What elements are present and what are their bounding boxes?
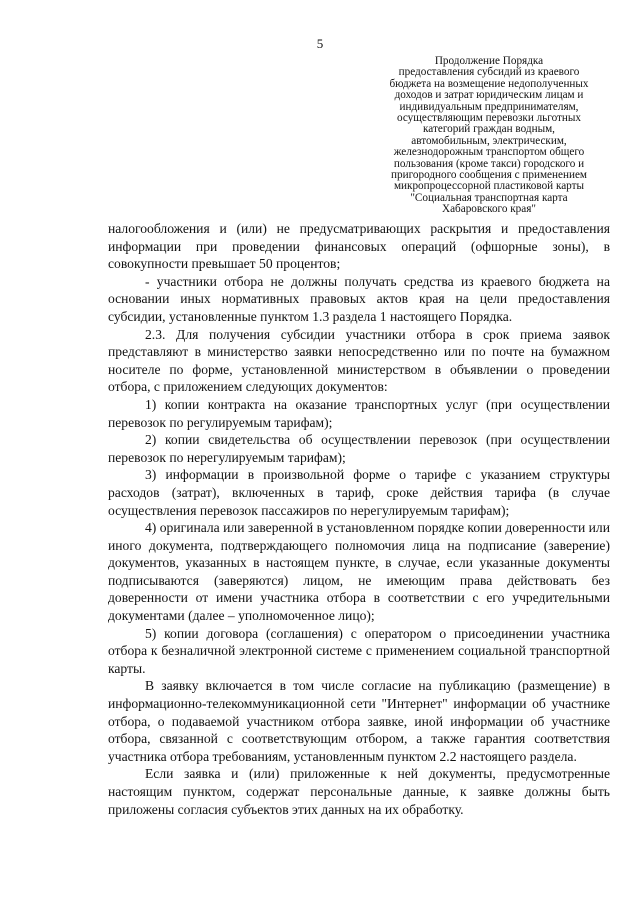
paragraph: В заявку включается в том числе согласие на публикацию (размещение) в информационно-телекоммуникационной сети "Интернет" информации об участнике отбора, о подаваемой участником отбора заявке, иной информации об участнике отбора, связанной с соответствующим отбором, а также гарантия соответствия участника отбора требованиям, установленным пунктом 2.2 настоящего раздела. (108, 678, 610, 764)
paragraph: - участники отбора не должны получать средства из краевого бюджета на основании иных нормативных правовых актов края на цели предоставления субсидии, установленные пунктом 1.3 раздела 1 настоящего Порядка. (108, 273, 610, 324)
paragraph: 2.3. Для получения субсидии участники отбора в срок приема заявок представляют в министерство заявки непосредственно или по почте на бумажном носителе по форме, установленной министерством в объявлении о проведении отбора, с приложением следующих документов: (108, 326, 610, 395)
header-line: пользования (кроме такси) городского и (393, 157, 585, 170)
header-line: пригородного сообщения с применением (391, 169, 587, 182)
header-line: Хабаровского края" (442, 203, 536, 216)
header-line: категорий граждан водным, (423, 123, 555, 136)
paragraph: 3) информации в произвольной форме о тарифе с указанием структуры расходов (затрат), включенных в тариф, сроке действия тарифа (в случае осуществления перевозок пассажиров по нерегулируемым тарифам); (108, 467, 610, 518)
header-line: микропроцессорной пластиковой карты (393, 180, 585, 193)
header-line: индивидуальным предпринимателям, (399, 100, 579, 113)
paragraph: Если заявка и (или) приложенные к ней документы, предусмотренные настоящим пунктом, содержат персональные данные, к заявке должны быть приложены согласия субъектов этих данных на их обработку. (108, 766, 610, 817)
header-line: автомобильным, электрическим, (411, 134, 567, 147)
paragraph: 4) оригинала или заверенной в установленном порядке копии доверенности или иного документа, подтверждающего полномочия лица на подписание (заверение) документов, указанных в настоящем пункте, в случае, если указанные документы подписываются (заверяются) лицом, не имеющим права действовать без доверенности от имени участника отбора в соответствии с его учредительными документами (далее – уполномоченное лицо); (108, 520, 610, 624)
body-text (108, 220, 610, 818)
page-number: 5 (316, 36, 324, 51)
header-line: "Социальная транспортная карта (410, 191, 568, 204)
header-line: предоставления субсидий из краевого (398, 66, 580, 79)
header-line: Продолжение Порядка (434, 55, 544, 67)
paragraph: налогообложения и (или) не предусматривающих раскрытия и предоставления информации при проведении финансовых операций (офшорные зоны), в совокупности превышает 50 процентов; (108, 221, 610, 272)
header-line: бюджета на возмещение недополученных (389, 77, 589, 90)
paragraph: 5) копии договора (соглашения) с оператором о присоединении участника отбора к безналичной электронной системе с применением социальной транспортной карты. (108, 625, 610, 676)
header-line: железнодорожным транспортом общего (393, 146, 585, 159)
header-line: доходов и затрат юридическим лицам и (394, 89, 584, 102)
header-line: осуществляющим перевозки льготных (396, 112, 582, 125)
paragraph: 2) копии свидетельства об осуществлении перевозок (при осуществлении перевозок по нерегулируемым тарифам); (108, 432, 610, 465)
paragraph: 1) копии контракта на оказание транспортных услуг (при осуществлении перевозок по регулируемым тарифам); (108, 396, 610, 430)
header-block (362, 56, 616, 216)
